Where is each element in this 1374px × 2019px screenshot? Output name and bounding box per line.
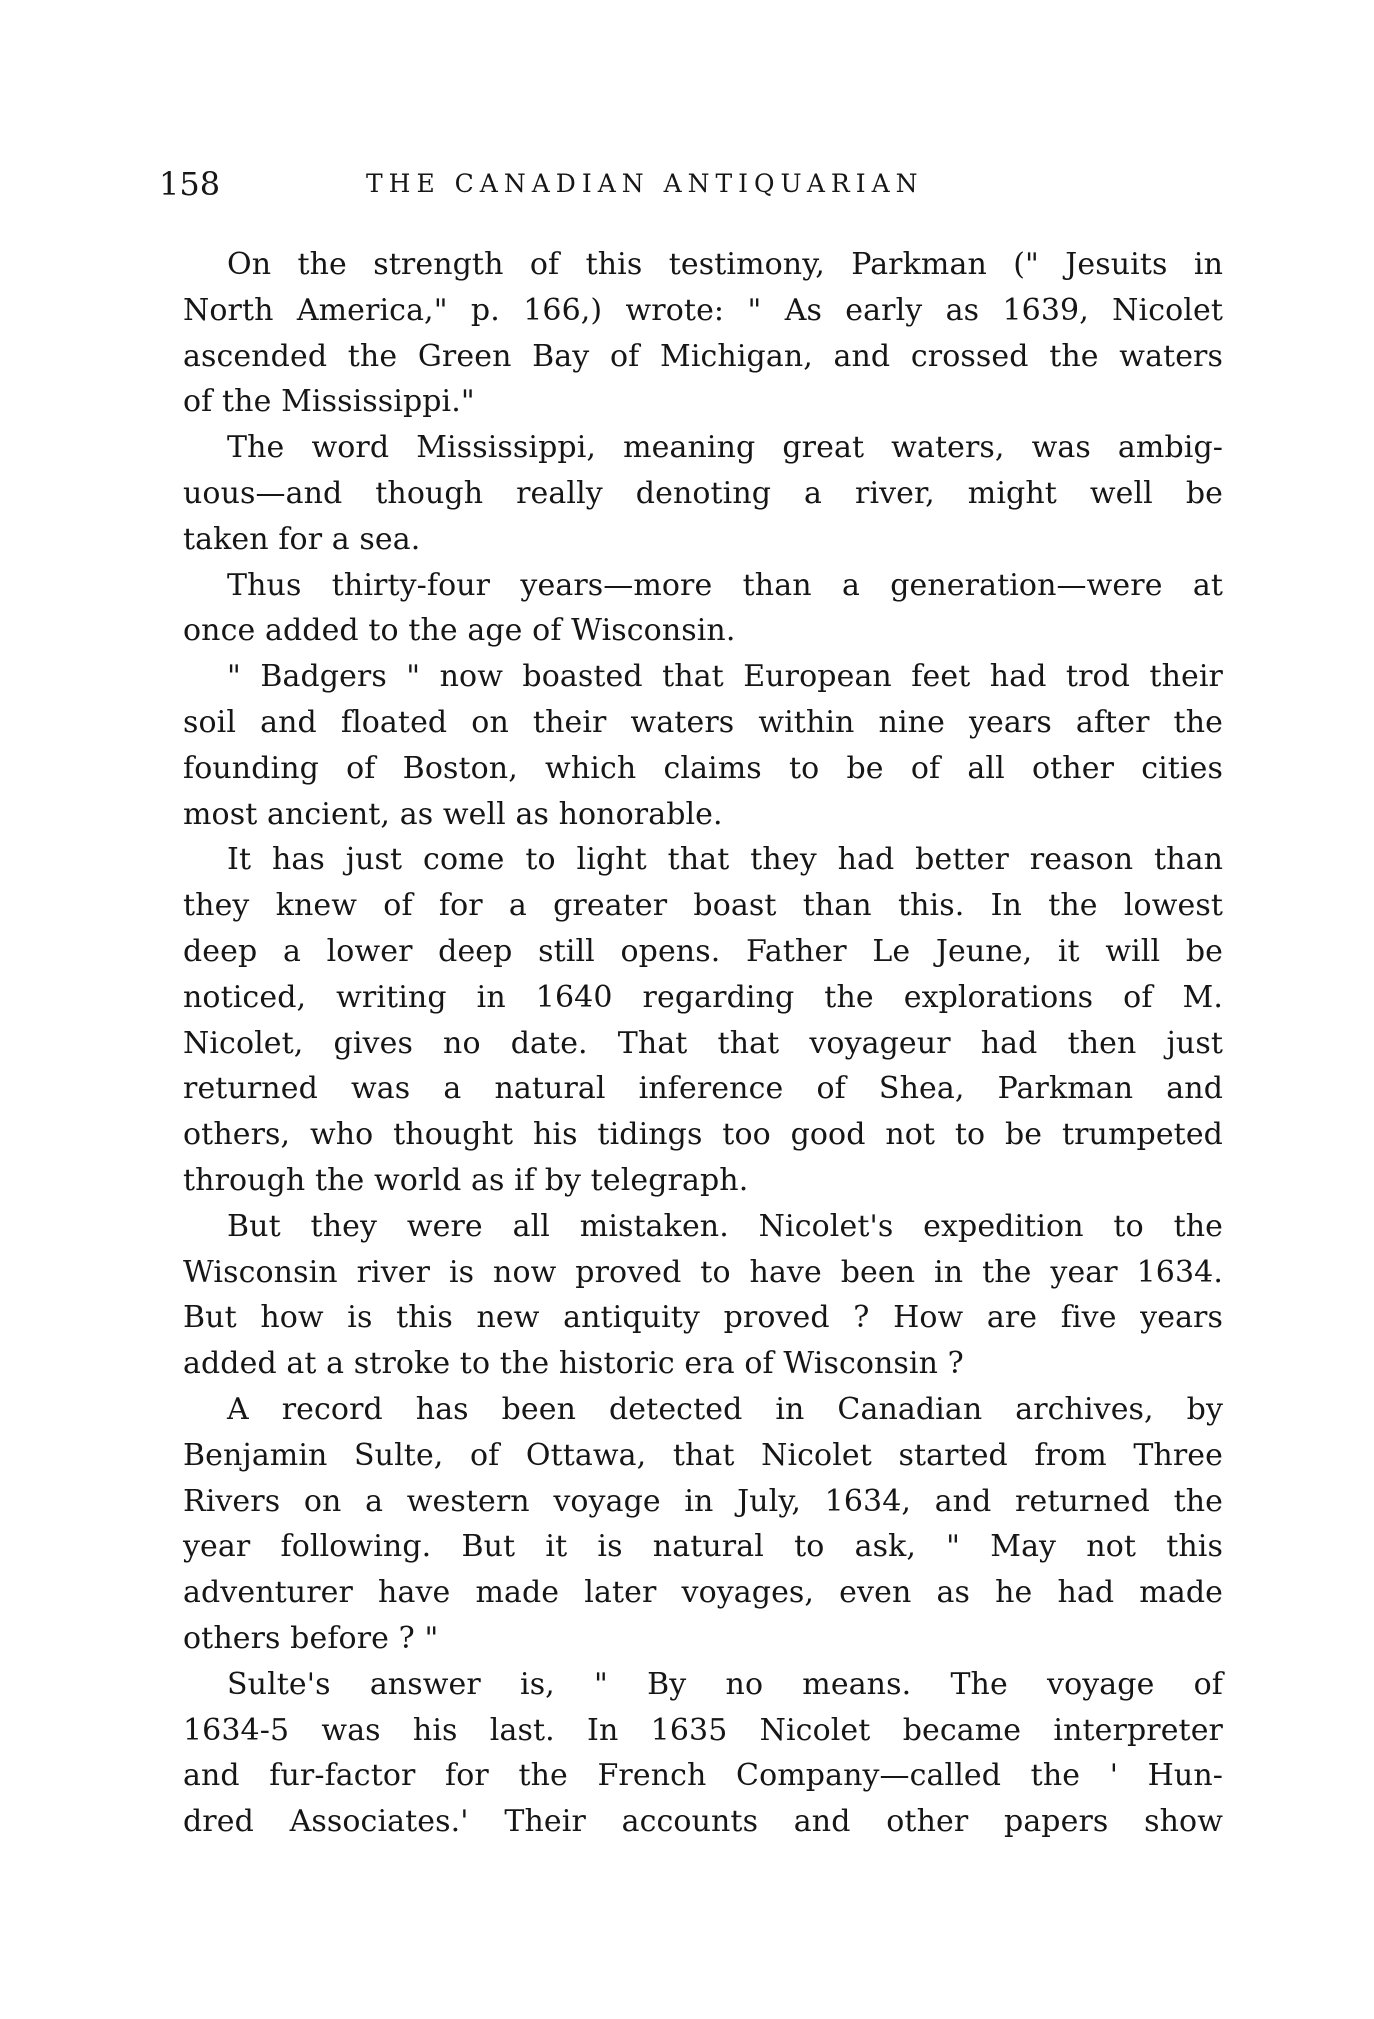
text-line: dred Associates.' Their accounts and other papers show — [183, 1804, 1223, 1840]
text-line: others before ? " — [183, 1621, 439, 1656]
paragraph-first-line: A record has been detected in Canadian archives, by — [227, 1392, 1223, 1427]
journal-title: THE CANADIAN ANTIQUARIAN — [366, 169, 924, 198]
running-head — [159, 162, 1249, 222]
paragraph-first-line: On the strength of this testimony, Parkman (" Jesuits in — [227, 247, 1223, 282]
text-line: and fur-factor for the French Company—called the ' Hun- — [183, 1758, 1223, 1794]
text-line: But how is this new antiquity proved ? How are five years — [183, 1300, 1223, 1336]
paragraph-first-line: Thus thirty-four years—more than a generation—were at — [227, 567, 1223, 603]
text-line: Benjamin Sulte, of Ottawa, that Nicolet started from Three — [183, 1437, 1223, 1473]
paragraph-first-line: " Badgers " now boasted that European feet had trod their — [227, 659, 1223, 695]
text-line: Nicolet, gives no date. That that voyageur had then just — [183, 1025, 1223, 1061]
text-line: founding of Boston, which claims to be of all other cities — [183, 750, 1223, 786]
text-line: Rivers on a western voyage in July, 1634, and returned the — [183, 1483, 1223, 1519]
text-line: year following. But it is natural to ask, " May not this — [183, 1529, 1223, 1565]
text-line: of the Mississippi." — [183, 384, 475, 420]
paragraph-first-line: Sulte's answer is, " By no means. The voyage of — [227, 1666, 1223, 1702]
text-line: Wisconsin river is now proved to have been in the year 1634. — [183, 1254, 1223, 1290]
text-line: uous—and though really denoting a river, might well be — [183, 476, 1223, 511]
text-line: others, who thought his tidings too good not to be trumpeted — [183, 1117, 1223, 1153]
text-line: adventurer have made later voyages, even as he had made — [183, 1575, 1223, 1611]
text-line: once added to the age of Wisconsin. — [183, 613, 736, 649]
text-line: through the world as if by telegraph. — [183, 1163, 749, 1198]
text-line: taken for a sea. — [183, 521, 421, 557]
text-line: added at a stroke to the historic era of Wisconsin ? — [183, 1346, 964, 1382]
text-line: ascended the Green Bay of Michigan, and crossed the waters — [183, 338, 1223, 374]
text-line: soil and floated on their waters within nine years after the — [183, 705, 1223, 740]
paragraph-first-line: The word Mississippi, meaning great waters, was ambig- — [227, 430, 1223, 466]
text-line: North America," p. 166,) wrote: " As early as 1639, Nicolet — [183, 292, 1223, 328]
text-line: 1634-5 was his last. In 1635 Nicolet became interpreter — [183, 1712, 1223, 1748]
text-line: they knew of for a greater boast than this. In the lowest — [183, 888, 1223, 924]
text-line: noticed, writing in 1640 regarding the explorations of M. — [183, 979, 1223, 1015]
page-number: 158 — [159, 165, 221, 203]
paragraph-first-line: But they were all mistaken. Nicolet's expedition to the — [227, 1208, 1223, 1244]
text-line: returned was a natural inference of Shea, Parkman and — [183, 1071, 1223, 1107]
text-line: deep a lower deep still opens. Father Le Jeune, it will be — [183, 934, 1223, 969]
paragraph-first-line: It has just come to light that they had better reason than — [227, 842, 1223, 878]
text-line: most ancient, as well as honorable. — [183, 796, 723, 832]
